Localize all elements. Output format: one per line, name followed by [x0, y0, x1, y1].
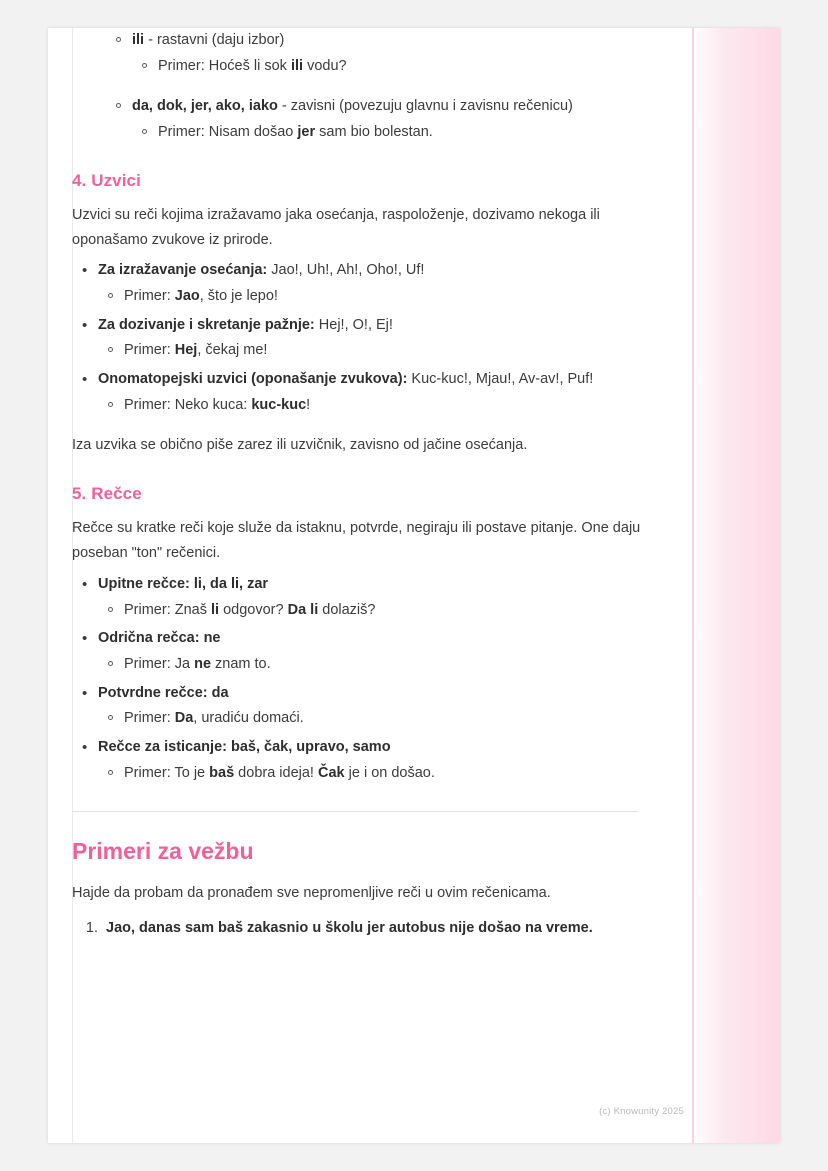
example-list: [98, 598, 672, 623]
exercise-intro: Hajde da probam da pronađem sve nepromenljive reči u ovim rečenicama.: [72, 885, 551, 902]
list-item: [72, 626, 672, 676]
term: ili: [132, 32, 145, 48]
exercise-heading: Primeri za vežbu: [72, 838, 254, 865]
term: Rečce za isticanje: baš, čak, upravo, samo: [98, 738, 391, 755]
circle-bullet-icon: [108, 715, 113, 720]
circle-bullet-icon: [142, 63, 147, 68]
term-description: - rastavni (daju izbor): [144, 32, 285, 48]
page-decoration-band: [692, 28, 780, 1143]
example-highlight: kuc-kuc: [251, 396, 307, 413]
document-page: [48, 28, 780, 1143]
term-description: Kuc-kuc!, Mjau!, Av-av!, Puf!: [407, 371, 594, 387]
example-suffix: , čekaj me!: [197, 342, 268, 359]
example-highlight-2: Da li: [287, 601, 319, 618]
list-item: [98, 338, 672, 363]
term: Onomatopejski uzvici (oponašanje zvukova):: [98, 371, 408, 387]
example-highlight: Jao: [174, 288, 200, 305]
example-list: [98, 706, 672, 731]
circle-bullet-icon: [108, 770, 113, 775]
example-suffix: sam bio bolestan.: [315, 123, 433, 140]
list-item: [72, 572, 672, 622]
example-list: [132, 54, 672, 79]
example-suffix: !: [306, 396, 311, 413]
list-item: [98, 284, 672, 309]
disc-bullet-icon: •: [82, 262, 88, 280]
example-list: [98, 284, 672, 309]
example-suffix-2: dolaziš?: [318, 601, 376, 618]
example-prefix: Primer: To je: [124, 764, 210, 781]
example-prefix: Primer: Neko kuca:: [124, 396, 252, 413]
term: Odrična rečca: ne: [98, 630, 221, 647]
circle-bullet-icon: [108, 402, 113, 407]
example-list: [98, 393, 672, 418]
list-item: [98, 393, 672, 418]
example-highlight: jer: [297, 123, 316, 140]
example-suffix: , što je lepo!: [199, 288, 278, 305]
example-highlight: baš: [209, 764, 235, 781]
recce-list: [72, 572, 672, 785]
disc-bullet-icon: •: [82, 576, 88, 594]
example-highlight: ili: [290, 57, 304, 74]
uzvici-list: [72, 258, 672, 417]
list-item: [72, 313, 672, 363]
list-item: [98, 598, 672, 623]
list-item: [72, 367, 672, 417]
example-highlight: Da: [174, 710, 194, 727]
section-intro: Uzvici su reči kojima izražavamo jaka osećanja, raspoloženje, dozivamo nekoga ili oponašamo zvukove iz prirode.: [72, 206, 600, 248]
circle-bullet-icon: [108, 661, 113, 666]
example-suffix: , uradiću domaći.: [193, 710, 304, 727]
exercise-sentence: Jao, danas sam baš zakasnio u školu jer autobus nije došao na vreme.: [106, 920, 593, 937]
term-description: Hej!, O!, Ej!: [314, 316, 393, 333]
circle-bullet-icon: [108, 293, 113, 298]
example-prefix: Primer: Ja: [124, 656, 195, 673]
list-item: [98, 761, 672, 786]
list-item: [106, 94, 672, 144]
example-prefix: Primer:: [124, 710, 175, 727]
disc-bullet-icon: •: [82, 630, 88, 648]
example-prefix: Primer:: [124, 342, 175, 359]
circle-bullet-icon: [108, 607, 113, 612]
disc-bullet-icon: •: [82, 684, 88, 702]
document-content: [72, 28, 672, 941]
list-item: [72, 735, 672, 785]
example-suffix: vodu?: [303, 57, 347, 74]
list-item: [72, 681, 672, 731]
list-item: [132, 120, 672, 145]
example-prefix: Primer: Znaš: [124, 601, 212, 618]
example-highlight: li: [211, 601, 220, 618]
circle-bullet-icon: [108, 347, 113, 352]
term-description: - zavisni (povezuju glavnu i zavisnu rečenicu): [277, 98, 573, 115]
list-item: [72, 258, 672, 308]
circle-bullet-icon: [116, 37, 121, 42]
example-list: [132, 120, 672, 145]
term: Upitne rečce: li, da li, zar: [98, 576, 269, 593]
example-suffix: dobra ideja!: [234, 764, 318, 781]
example-list: [98, 761, 672, 786]
circle-bullet-icon: [116, 103, 121, 108]
list-item: [132, 54, 672, 79]
term: Potvrdne rečce: da: [98, 684, 229, 701]
term-description: Jao!, Uh!, Ah!, Oho!, Uf!: [267, 262, 425, 279]
example-list: [98, 652, 672, 677]
example-suffix: znam to.: [211, 656, 271, 673]
conjunction-list: [106, 28, 672, 145]
example-prefix: Primer:: [124, 288, 175, 305]
copyright-footer: (c) Knowunity 2025: [599, 1106, 684, 1117]
section-divider: [72, 811, 638, 812]
example-suffix-2: je i on došao.: [344, 764, 435, 781]
example-highlight-2: Čak: [318, 764, 345, 781]
circle-bullet-icon: [142, 129, 147, 134]
example-prefix: Primer: Hoćeš li sok: [158, 57, 291, 74]
disc-bullet-icon: •: [82, 738, 88, 756]
list-item: [98, 706, 672, 731]
example-prefix: Primer: Nisam došao: [158, 123, 298, 140]
list-item: [98, 652, 672, 677]
example-highlight: ne: [194, 656, 212, 673]
section-heading-uzvici: 4. Uzvici: [72, 170, 141, 190]
example-suffix: odgovor?: [219, 601, 288, 618]
conjunctions-fragment: [106, 28, 672, 145]
term: da, dok, jer, ako, iako: [132, 98, 278, 115]
example-list: [98, 338, 672, 363]
section-heading-recce: 5. Rečce: [72, 484, 142, 504]
exercise-list: [72, 916, 672, 941]
term: Za izražavanje osećanja:: [98, 262, 268, 279]
list-item: [102, 916, 672, 941]
section-outro: Iza uzvika se obično piše zarez ili uzvičnik, zavisno od jačine osećanja.: [72, 437, 528, 454]
example-highlight: Hej: [174, 342, 198, 359]
section-intro: Rečce su kratke reči koje služe da istaknu, potvrde, negiraju ili postave pitanje. One daju poseban "ton" rečenici.: [72, 520, 641, 562]
list-item: [106, 28, 672, 78]
disc-bullet-icon: •: [82, 371, 88, 388]
term: Za dozivanje i skretanje pažnje:: [98, 316, 315, 333]
disc-bullet-icon: •: [82, 316, 88, 334]
